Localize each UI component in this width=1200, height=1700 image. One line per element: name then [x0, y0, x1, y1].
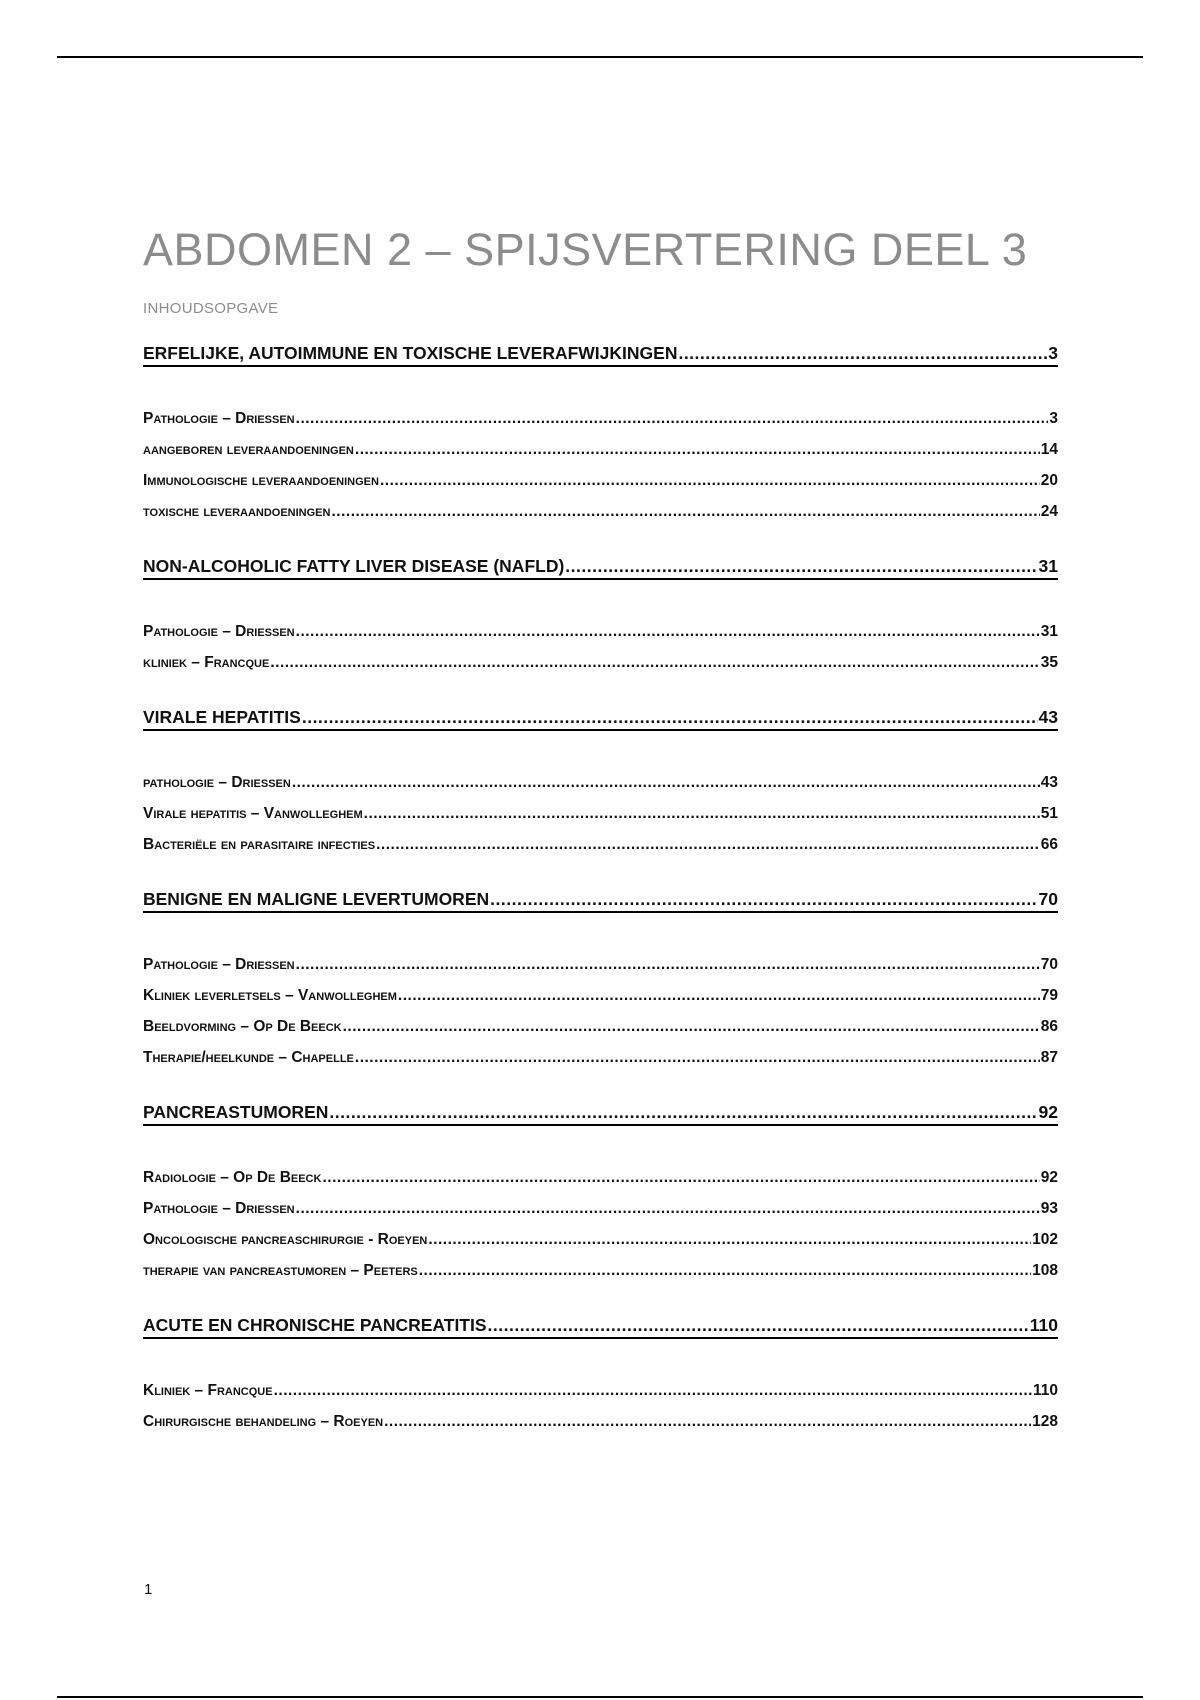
toc-chapter-link[interactable] — [143, 342, 1058, 367]
toc-subsection-link[interactable] — [143, 798, 1058, 829]
toc-leader — [331, 496, 1039, 527]
toc-subsection-link[interactable] — [143, 1224, 1058, 1255]
toc-subsection-page: 35 — [1040, 654, 1058, 671]
toc-subsection-link[interactable] — [143, 1255, 1058, 1286]
toc-chapter-label: VIRALE HEPATITIS — [143, 707, 301, 727]
toc-leader — [398, 980, 1040, 1011]
toc-subsection-link[interactable] — [143, 616, 1058, 647]
toc-subsection-label: Radiologie – Op De Beeck — [143, 1169, 322, 1186]
toc-section — [143, 1314, 1058, 1437]
toc-leader — [355, 434, 1040, 465]
toc-chapter-link[interactable] — [143, 706, 1058, 731]
toc-subsection-link[interactable] — [143, 496, 1058, 527]
toc-subsection-link[interactable] — [143, 1406, 1058, 1437]
toc-chapter-link[interactable] — [143, 888, 1058, 913]
toc-heading: INHOUDSOPGAVE — [143, 300, 279, 317]
toc-subsection-link[interactable] — [143, 403, 1058, 434]
toc-subsection-label: Kliniek – Francque — [143, 1382, 273, 1399]
toc-leader — [302, 706, 1038, 728]
toc-subsection-label: Pathologie – Driessen — [143, 410, 295, 427]
toc-chapter-label: NON-ALCOHOLIC FATTY LIVER DISEASE (NAFLD) — [143, 556, 565, 576]
toc-subsection-page: 20 — [1040, 472, 1058, 489]
toc-leader — [384, 1406, 1031, 1437]
toc-chapter-page: 70 — [1038, 889, 1058, 909]
toc-leader — [380, 465, 1040, 496]
toc-subsection-label: Pathologie – Driessen — [143, 956, 295, 973]
toc-leader — [329, 1101, 1037, 1123]
toc-leader — [322, 1162, 1039, 1193]
document-title: ABDOMEN 2 – SPIJSVERTERING DEEL 3 — [143, 224, 1028, 275]
toc-subsection-link[interactable] — [143, 1011, 1058, 1042]
toc-chapter-link[interactable] — [143, 555, 1058, 580]
toc-subsection-label: aangeboren leveraandoeningen — [143, 441, 354, 458]
toc-subsection-label: toxische leveraandoeningen — [143, 503, 331, 520]
toc-subsection-page: 86 — [1040, 1018, 1058, 1035]
toc-leader — [490, 888, 1037, 910]
toc-subsection-label: Chirurgische behandeling – Roeyen — [143, 1413, 384, 1430]
toc-subsection-page: 92 — [1040, 1169, 1058, 1186]
toc-subsection-link[interactable] — [143, 434, 1058, 465]
toc-subsection-label: Therapie/heelkunde – Chapelle — [143, 1049, 354, 1066]
toc-section — [143, 555, 1058, 678]
toc-chapter-page: 110 — [1029, 1315, 1058, 1335]
toc-chapter-label: ACUTE EN CHRONISCHE PANCREATITIS — [143, 1315, 487, 1335]
toc-subsection-link[interactable] — [143, 1375, 1058, 1406]
toc-subsection-label: Beeldvorming – Op De Beeck — [143, 1018, 342, 1035]
toc-subsection-page: 66 — [1040, 836, 1058, 853]
document-body — [143, 222, 1058, 1465]
toc-leader — [678, 342, 1047, 364]
toc-leader — [296, 616, 1040, 647]
toc-leader — [376, 829, 1040, 860]
toc-leader — [270, 647, 1039, 678]
toc-subsection-label: Virale hepatitis – Vanwolleghem — [143, 805, 363, 822]
toc-section — [143, 1101, 1058, 1286]
toc-leader — [565, 555, 1037, 577]
toc-subsection-page: 93 — [1040, 1200, 1058, 1217]
toc-subsection-link[interactable] — [143, 647, 1058, 678]
page-number: 1 — [144, 1581, 153, 1598]
toc-chapter-page: 31 — [1038, 556, 1058, 576]
toc-subsection-link[interactable] — [143, 465, 1058, 496]
toc-leader — [419, 1255, 1031, 1286]
toc-leader — [292, 767, 1040, 798]
toc-leader — [343, 1011, 1040, 1042]
toc-leader — [428, 1224, 1031, 1255]
toc-leader — [296, 949, 1040, 980]
toc-subsection-link[interactable] — [143, 1193, 1058, 1224]
toc-subsection-label: Immunologische leveraandoeningen — [143, 472, 379, 489]
toc-subsection-page: 87 — [1040, 1049, 1058, 1066]
toc-subsection-label: pathologie – Driessen — [143, 774, 291, 791]
toc-subsection-link[interactable] — [143, 949, 1058, 980]
toc-subsection-page: 24 — [1040, 503, 1058, 520]
toc-chapter-page: 43 — [1038, 707, 1058, 727]
footer-rule — [57, 1696, 1143, 1698]
toc-subsection-link[interactable] — [143, 980, 1058, 1011]
toc-section — [143, 706, 1058, 860]
header-rule — [57, 56, 1143, 58]
toc-subsection-label: Bacteriële en parasitaire infecties — [143, 836, 376, 853]
toc-subsection-label: therapie van pancreastumoren – Peeters — [143, 1262, 418, 1279]
toc-subsection-page: 43 — [1040, 774, 1058, 791]
toc-leader — [296, 403, 1049, 434]
toc-chapter-label: BENIGNE EN MALIGNE LEVERTUMOREN — [143, 889, 490, 909]
toc-subsection-page: 3 — [1049, 410, 1058, 427]
toc-chapter-link[interactable] — [143, 1101, 1058, 1126]
toc-subsection-page: 31 — [1040, 623, 1058, 640]
toc-chapter-label: ERFELIJKE, AUTOIMMUNE EN TOXISCHE LEVERAFWIJKINGEN — [143, 343, 678, 363]
toc-subsection-page: 108 — [1032, 1262, 1058, 1279]
toc-subsection-label: Pathologie – Driessen — [143, 1200, 295, 1217]
toc-chapter-page: 92 — [1038, 1102, 1058, 1122]
toc-subsection-page: 14 — [1040, 441, 1058, 458]
toc-section — [143, 342, 1058, 527]
toc-subsection-page: 128 — [1032, 1413, 1058, 1430]
toc-subsection-label: Oncologische pancreaschirurgie - Roeyen — [143, 1231, 428, 1248]
toc-subsection-page: 51 — [1040, 805, 1058, 822]
table-of-contents — [143, 342, 1058, 1437]
toc-subsection-link[interactable] — [143, 1042, 1058, 1073]
toc-subsection-link[interactable] — [143, 829, 1058, 860]
toc-section — [143, 888, 1058, 1073]
toc-subsection-link[interactable] — [143, 1162, 1058, 1193]
toc-subsection-page: 110 — [1032, 1382, 1058, 1399]
toc-subsection-label: kliniek – Francque — [143, 654, 270, 671]
toc-subsection-page: 102 — [1032, 1231, 1058, 1248]
toc-subsection-label: Kliniek leverletsels – Vanwolleghem — [143, 987, 397, 1004]
toc-leader — [364, 798, 1040, 829]
toc-leader — [296, 1193, 1040, 1224]
toc-leader — [355, 1042, 1040, 1073]
toc-subsection-link[interactable] — [143, 767, 1058, 798]
toc-subsection-page: 70 — [1040, 956, 1058, 973]
toc-chapter-label: PANCREASTUMOREN — [143, 1102, 329, 1122]
toc-subsection-page: 79 — [1040, 987, 1058, 1004]
toc-chapter-page: 3 — [1048, 343, 1058, 363]
toc-chapter-link[interactable] — [143, 1314, 1058, 1339]
toc-subsection-label: Pathologie – Driessen — [143, 623, 295, 640]
toc-leader — [488, 1314, 1029, 1336]
toc-leader — [274, 1375, 1032, 1406]
